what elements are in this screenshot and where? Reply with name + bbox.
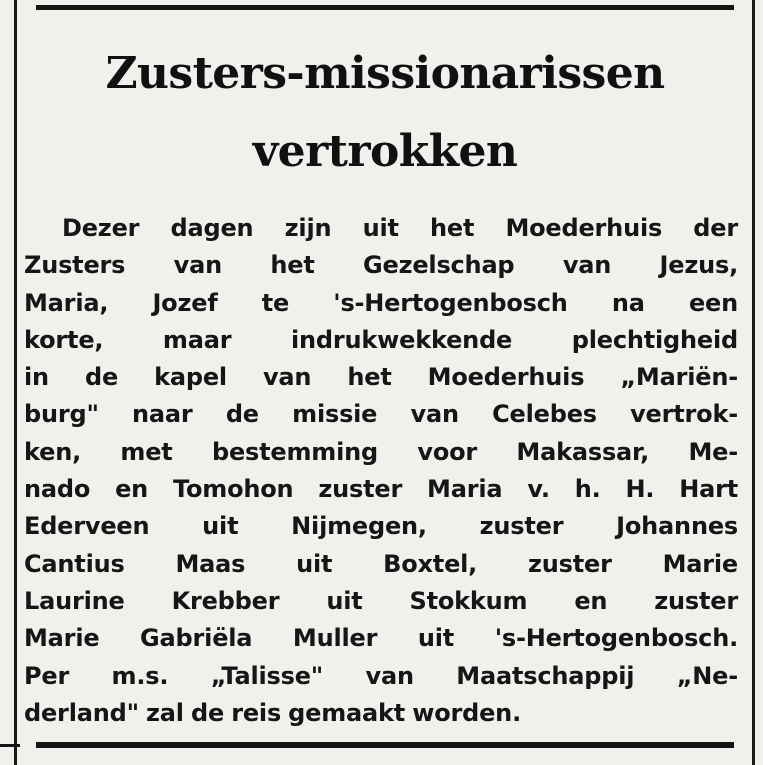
body-line: in de kapel van het Moederhuis „Mariën- — [24, 363, 738, 392]
body-line: derland" zal de reis gemaakt worden. — [24, 698, 521, 727]
body-line: Dezer dagen zijn uit het Moederhuis der — [62, 214, 738, 242]
top-rule — [36, 5, 734, 10]
headline-line-2: vertrokken — [252, 126, 518, 177]
body-line: Ederveen uit Nijmegen, zuster Johannes — [24, 512, 738, 541]
body-line: Per m.s. „Talisse" van Maatschappij „Ne- — [24, 661, 738, 690]
headline-line-1: Zusters-missionarissen — [105, 48, 665, 99]
body-line: korte, maar indrukwekkende plechtigheid — [24, 325, 738, 354]
body-line: Laurine Krebber uit Stokkum en zuster — [24, 586, 738, 615]
column-rule-right — [752, 0, 755, 765]
body-line: nado en Tomohon zuster Maria v. h. H. Hart — [24, 475, 738, 504]
body-line: ken, met bestemming voor Makassar, Me- — [24, 437, 738, 466]
bottom-rule-left-fragment — [0, 744, 20, 747]
body-line: Maria, Jozef te 's-Hertogenbosch na een — [24, 288, 738, 317]
body-line: Zusters van het Gezelschap van Jezus, — [24, 251, 738, 280]
bottom-rule — [36, 742, 734, 748]
column-rule-left — [14, 0, 17, 765]
body-line: burg" naar de missie van Celebes vertrok- — [24, 400, 738, 429]
body-line: Marie Gabriëla Muller uit 's-Hertogenbosch. — [24, 624, 738, 653]
article-body — [24, 210, 738, 732]
body-line: Cantius Maas uit Boxtel, zuster Marie — [24, 549, 738, 578]
